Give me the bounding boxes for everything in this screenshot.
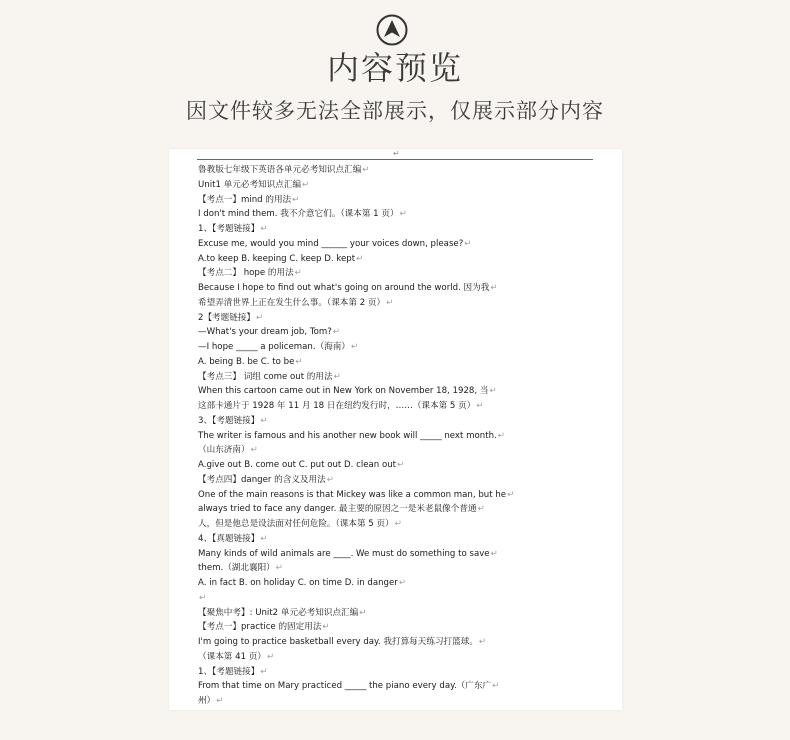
document-line <box>198 635 618 650</box>
line-text: From that time on Mary practiced _____ the piano every day.（广东广 <box>198 681 492 692</box>
line-text: 希望弄清世界上正在发生什么事。（课本第 2 页） <box>198 297 386 308</box>
line-text: 【考点一】practice 的固定用法 <box>198 622 322 633</box>
document-line <box>198 340 618 355</box>
document-line <box>198 679 618 694</box>
document-line <box>198 207 618 222</box>
document-line <box>198 193 618 208</box>
return-mark: ↵ <box>250 445 258 456</box>
return-mark: ↵ <box>294 268 302 279</box>
return-mark: ↵ <box>490 548 498 559</box>
line-text: —I hope _____ a policeman.（海南） <box>198 342 350 352</box>
line-text: Excuse me, would you mind ______ your voices down, please? <box>198 238 464 249</box>
return-mark: ↵ <box>489 386 497 397</box>
return-mark: ↵ <box>275 563 283 574</box>
document-line <box>198 281 618 296</box>
document-line <box>198 414 618 429</box>
page-title: 内容预览 <box>326 49 463 87</box>
chevron-up-circle-icon <box>376 14 408 46</box>
return-mark: ↵ <box>199 592 207 603</box>
document-line <box>198 650 618 665</box>
document-line <box>198 443 618 458</box>
line-text: 【考点三】 词组 come out 的用法 <box>198 371 333 382</box>
return-mark: ↵ <box>260 415 268 426</box>
line-text: A. in fact B. on holiday C. on time D. in danger <box>198 578 398 588</box>
return-mark: ↵ <box>326 474 334 485</box>
document-line <box>198 399 618 414</box>
return-mark: ↵ <box>333 371 341 382</box>
return-mark: ↵ <box>216 696 224 706</box>
return-mark: ↵ <box>295 356 303 367</box>
line-text: 4、【真题链接】 <box>198 533 260 544</box>
return-mark: ↵ <box>292 194 300 205</box>
line-text: The writer is famous and his another new book will _____ next month. <box>198 430 497 441</box>
line-text: 鲁教版七年级下英语各单元必考知识点汇编 <box>198 165 362 175</box>
return-mark: ↵ <box>350 342 359 352</box>
document-line <box>198 384 618 399</box>
line-text: 3、【考题链接】 <box>198 415 260 426</box>
document-line <box>198 606 618 621</box>
line-text: Unit1 单元必考知识点汇编 <box>198 179 302 190</box>
line-text: Because I hope to find out what's going on around the world. 因为我 <box>198 283 490 293</box>
return-mark: ↵ <box>490 283 498 293</box>
return-mark: ↵ <box>356 253 364 264</box>
line-text: them.（湖北襄阳） <box>198 563 275 574</box>
return-mark: ↵ <box>362 165 370 175</box>
line-text: A.to keep B. keeping C. keep D. kept <box>198 253 356 264</box>
document-line <box>198 458 618 473</box>
return-mark: ↵ <box>260 666 268 677</box>
document-line <box>198 620 618 635</box>
line-text: I don't mind them. 我不介意它们。（课本第 1 页） <box>198 209 399 220</box>
return-mark: ↵ <box>394 519 402 529</box>
return-mark: ↵ <box>464 238 472 249</box>
document-line <box>198 252 618 267</box>
line-text: 1、【考题链接】 <box>198 666 260 677</box>
line-text: 【考点一】mind 的用法 <box>198 194 292 205</box>
return-mark: ↵ <box>332 327 341 338</box>
document-line <box>198 178 618 193</box>
header-return-mark: ↵ <box>393 149 400 158</box>
document-line <box>198 665 618 680</box>
document-line <box>198 222 618 237</box>
return-mark: ↵ <box>397 460 405 470</box>
document-line <box>198 311 618 326</box>
header-rule <box>197 159 593 160</box>
return-mark: ↵ <box>507 489 515 500</box>
document-line <box>198 370 618 385</box>
document-line <box>198 561 618 576</box>
line-text: 【考点四】danger 的含义及用法 <box>198 474 326 485</box>
line-text: always tried to face any danger. 最主要的原因之一是米老鼠像个普通 <box>198 504 477 515</box>
document-line <box>198 325 618 340</box>
return-mark: ↵ <box>477 504 485 515</box>
document-line <box>198 488 618 503</box>
line-text: 1、【考题链接】 <box>198 224 260 234</box>
return-mark: ↵ <box>478 637 487 647</box>
return-mark: ↵ <box>492 681 500 692</box>
return-mark: ↵ <box>359 607 367 618</box>
line-text: 【考点二】 hope 的用法 <box>198 268 294 279</box>
return-mark: ↵ <box>497 430 505 441</box>
return-mark: ↵ <box>302 179 310 190</box>
document-line <box>198 266 618 281</box>
line-text: One of the main reasons is that Mickey was like a common man, but he <box>198 489 507 500</box>
line-text: （课本第 41 页） <box>198 651 266 662</box>
line-text: 州） <box>198 696 216 706</box>
document-line <box>198 296 618 311</box>
line-text: Many kinds of wild animals are ____. We must do something to save <box>198 548 490 559</box>
return-mark: ↵ <box>476 401 484 411</box>
return-mark: ↵ <box>322 622 330 633</box>
return-mark: ↵ <box>266 651 275 662</box>
line-text: A.give out B. come out C. put out D. clean out <box>198 460 397 470</box>
line-text: —What's your dream job, Tom? <box>198 327 332 338</box>
return-mark: ↵ <box>260 533 268 544</box>
line-text: 人，但是他总是设法面对任何危险。（课本第 5 页） <box>198 519 394 529</box>
return-mark: ↵ <box>398 578 407 588</box>
return-mark: ↵ <box>256 312 264 323</box>
line-text: A. being B. be C. to be <box>198 356 295 367</box>
page-subtitle: 因文件较多无法全部展示，仅展示部分内容 <box>186 99 604 123</box>
document-line <box>198 576 618 591</box>
document-line <box>198 517 618 532</box>
line-text: When this cartoon came out in New York on November 18, 1928, 当 <box>198 386 489 397</box>
document-line <box>198 694 618 709</box>
line-text: （山东济南） <box>198 445 250 456</box>
return-mark: ↵ <box>386 297 394 308</box>
document-line <box>198 532 618 547</box>
document-line <box>198 429 618 444</box>
document-line <box>198 473 618 488</box>
document-line <box>198 591 618 606</box>
line-text: I'm going to practice basketball every day. 我打算每天练习打篮球。 <box>198 637 478 647</box>
document-line <box>198 163 618 178</box>
line-text: 这部卡通片于 1928 年 11 月 18 日在纽约发行时，……（课本第 5 页） <box>198 401 476 411</box>
document-body <box>198 163 618 709</box>
return-mark: ↵ <box>260 224 268 234</box>
document-line <box>198 502 618 517</box>
document-preview[interactable] <box>169 149 622 710</box>
document-line <box>198 355 618 370</box>
line-text: 2【考题链接】 <box>198 312 256 323</box>
line-text: 【聚焦中考】: Unit2 单元必考知识点汇编 <box>198 607 359 618</box>
document-line <box>198 547 618 562</box>
return-mark: ↵ <box>399 209 407 220</box>
document-line <box>198 237 618 252</box>
